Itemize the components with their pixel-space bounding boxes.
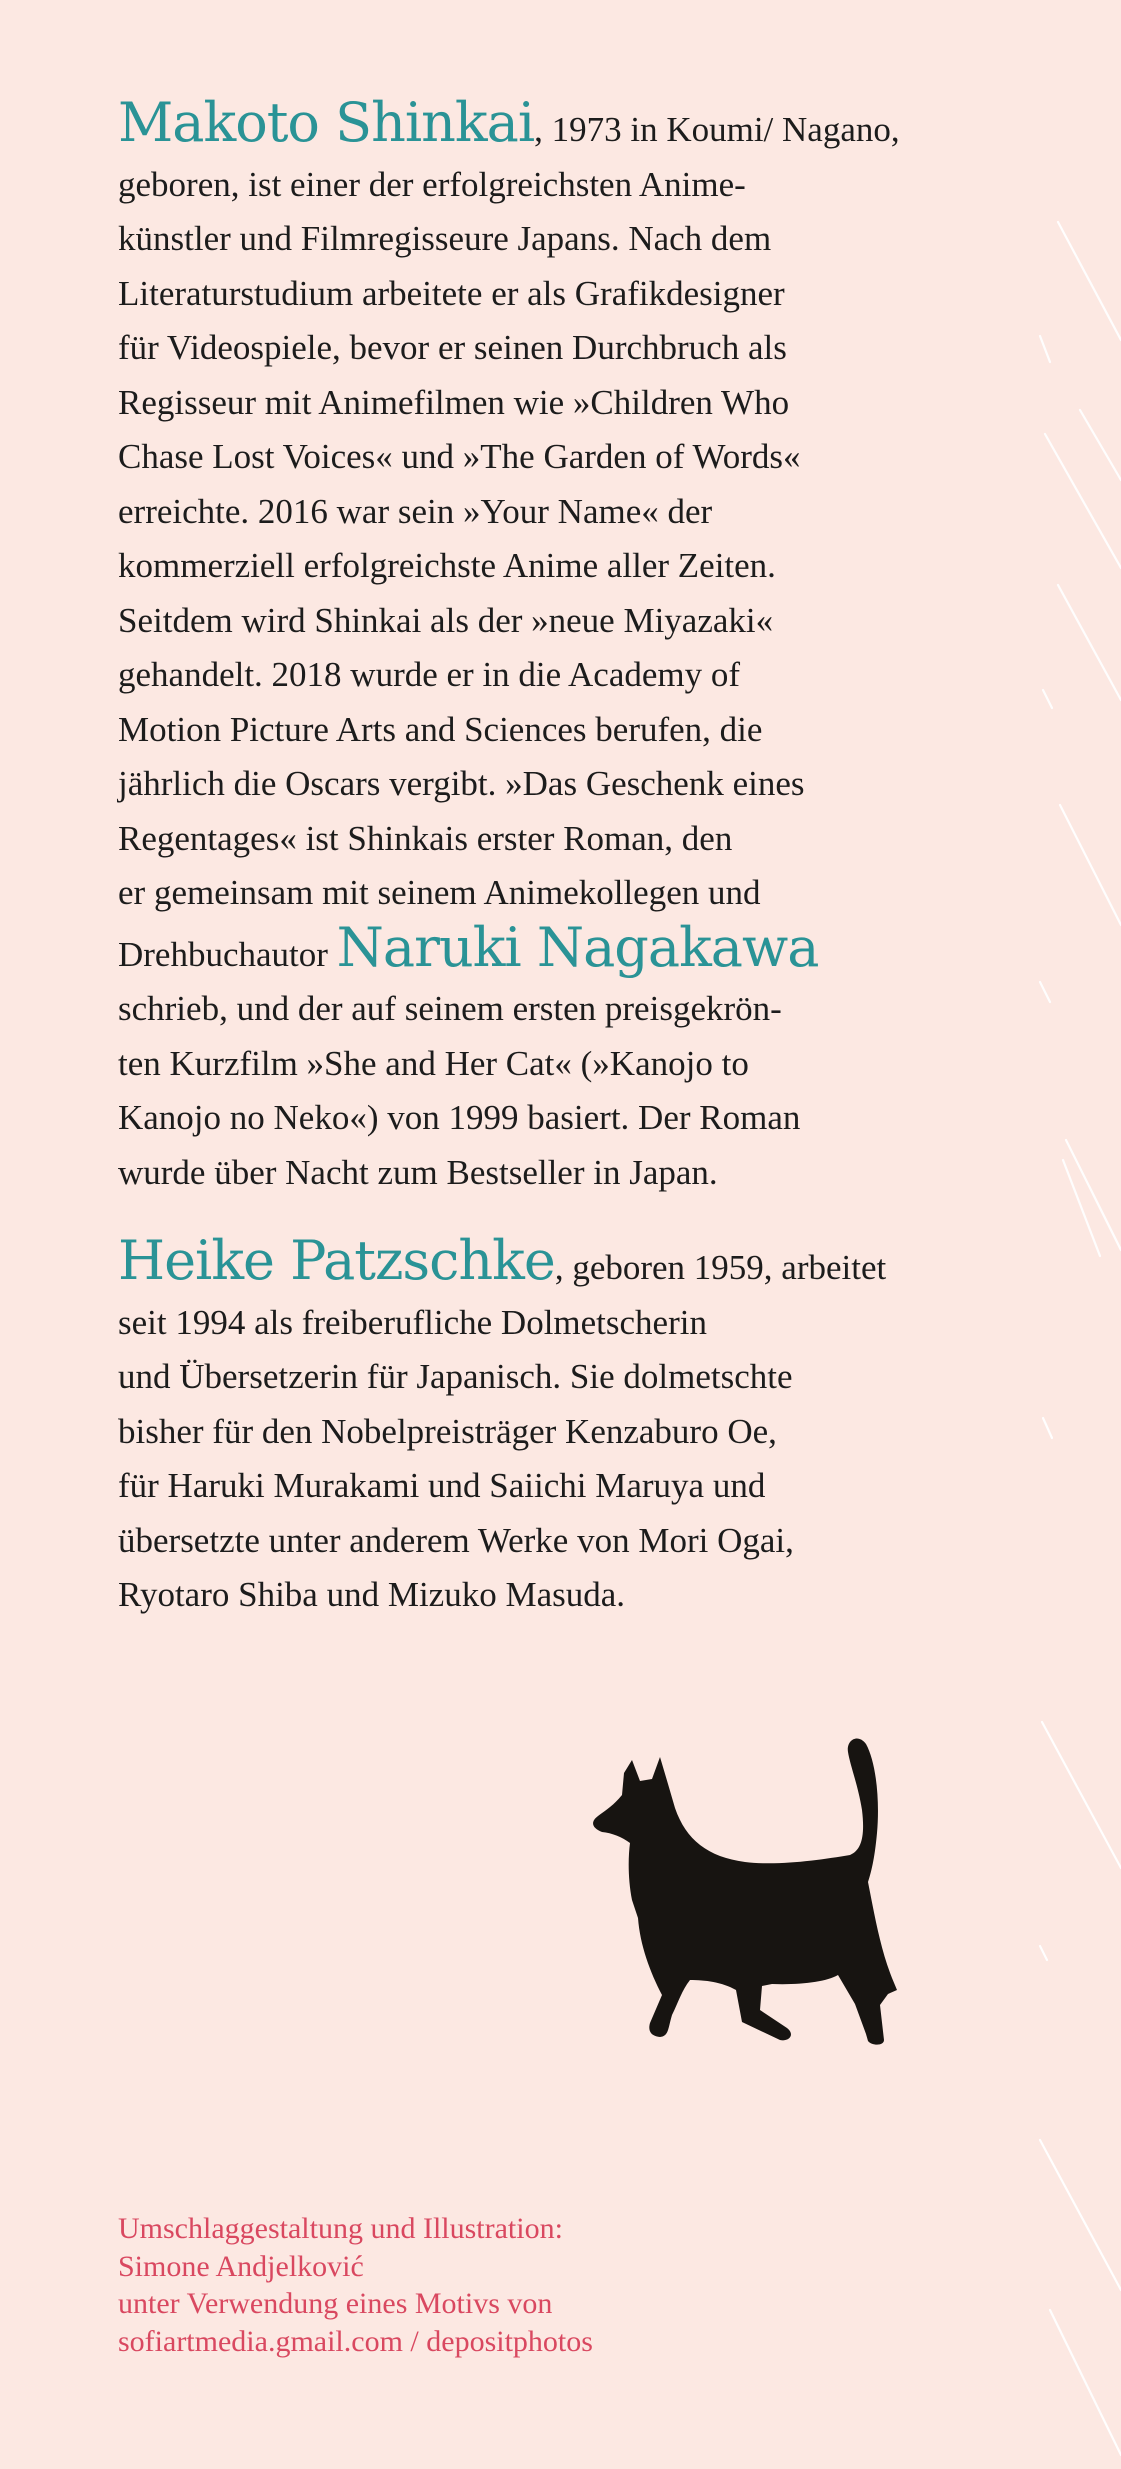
translator-name-heike-patzschke: Heike Patzschke [118,1229,555,1292]
bio-line: er gemeinsam mit seinem Animekollegen und [118,873,761,912]
credits-line: Umschlaggestaltung und Illustration: [118,2212,563,2245]
bio-line: und Übersetzerin für Japanisch. Sie dolmetschte [118,1357,793,1396]
bio-line: Motion Picture Arts and Sciences berufen, die [118,709,763,749]
bio-line: ten Kurzfilm »She and Her Cat« (»Kanojo to [118,1043,749,1083]
credits-source: sofiartmedia.gmail.com / depositphotos [118,2324,593,2358]
bio-line: übersetzte unter anderem Werke von Mori Ogai, [118,1520,794,1560]
bio-line: künstler und Filmregisseure Japans. Nach dem [118,219,772,258]
author-name-makoto-shinkai: Makoto Shinkai [118,91,535,154]
bio-line: bisher für den Nobelpreisträger Kenzaburo Oe, [118,1411,777,1451]
bio-makoto-shinkai [118,91,958,1200]
bio-line: wurde über Nacht zum Bestseller in Japan. [118,1152,718,1192]
credits-designer-name: Simone Andjelković [118,2249,364,2283]
cover-credits [118,2210,593,2360]
bio-line: geboren, ist einer der erfolgreichsten Anime- [118,164,746,204]
bio-heike-patzschke [118,1229,958,1623]
bio-line: Seitdem wird Shinkai als der »neue Miyazaki« [118,600,774,640]
bio-line: gehandelt. 2018 wurde er in die Academy of [118,655,741,694]
bio-line: Ryotaro Shiba und Mizuko Masuda. [118,1575,626,1614]
coauthor-prefix: Drehbuchautor [118,934,337,974]
author-name-naruki-nagakawa: Naruki Nagakawa [336,915,819,979]
bio-line: Regentages« ist Shinkais erster Roman, den [118,818,733,858]
cat-silhouette-illustration [590,1735,910,2050]
bio-line: jährlich die Oscars vergibt. »Das Geschenk eines [118,764,805,803]
bio-line: Chase Lost Voices« und »The Garden of Words« [118,437,801,476]
bio-line: schrieb, und der auf seinem ersten preisgekrön- [118,989,782,1028]
bio-line: Literaturstudium arbeitete er als Grafikdesigner [118,273,785,313]
bio-line: Regisseur mit Animefilmen wie »Children Who [118,382,790,422]
bio-line: erreichte. 2016 war sein »Your Name« der [118,491,713,531]
bio-line: kommerziell erfolgreichste Anime aller Zeiten. [118,546,776,585]
credits-line: unter Verwendung eines Motivs von [118,2287,553,2320]
bio-line: seit 1994 als freiberufliche Dolmetscherin [118,1302,707,1342]
bio-shinkai-line-1-rest: , 1973 in Koumi/ Nagano, [534,110,900,149]
bio-shinkai-coauthor-line [118,915,958,983]
bio-line: Kanojo no Neko«) von 1999 basiert. Der Roman [118,1098,801,1137]
bio-patzschke-line-1-rest: , geboren 1959, arbeitet [554,1248,887,1287]
bio-patzschke-first-line [118,1229,958,1296]
bio-line: für Videospiele, bevor er seinen Durchbruch als [118,328,787,367]
bio-line: für Haruki Murakami und Saiichi Maruya und [118,1466,766,1505]
bio-shinkai-first-line [118,91,958,158]
